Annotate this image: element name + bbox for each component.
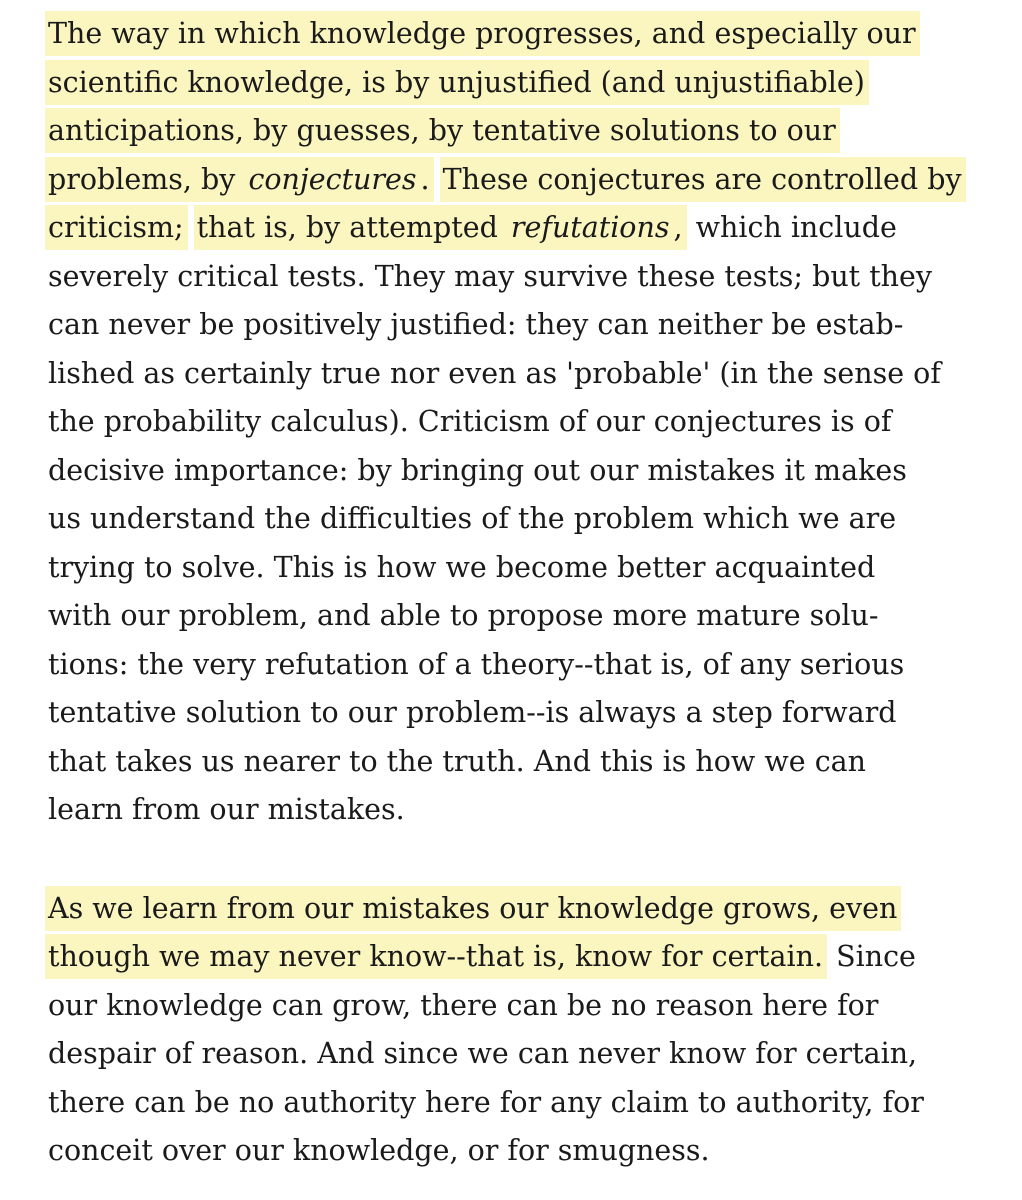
text-segment: despair of reason. And since we can never know for certain, <box>48 1037 918 1070</box>
highlighted-text: scientific knowledge, is by unjustified (and unjustifiable) <box>45 60 869 105</box>
text-line <box>48 495 988 544</box>
text-segment: trying to solve. This is how we become better acquainted <box>48 550 876 584</box>
highlighted-text: anticipations, by guesses, by tentative solutions to our <box>45 108 840 153</box>
text-line <box>48 885 988 934</box>
text-segment: with our problem, and able to propose more mature solu- <box>48 599 879 632</box>
highlighted-text: , <box>670 205 686 250</box>
text-line <box>48 447 988 496</box>
text-line <box>48 107 988 156</box>
text-line <box>48 982 988 1031</box>
text-segment: the probability calculus). Criticism of our conjectures is of <box>48 405 892 438</box>
text-segment: conceit over our knowledge, or for smugness. <box>48 1134 710 1167</box>
paragraph-gap <box>48 835 988 885</box>
text-line <box>48 350 988 399</box>
text-line <box>48 786 988 835</box>
book-excerpt <box>48 10 988 1176</box>
text-segment: severely critical tests. They may survive these tests; but they <box>48 259 932 293</box>
text-segment: can never be positively justified: they can neither be estab- <box>48 308 904 341</box>
text-line <box>48 204 988 253</box>
text-line <box>48 689 988 738</box>
highlighted-text: conjectures <box>245 157 420 202</box>
text-line <box>48 592 988 641</box>
text-line <box>48 738 988 787</box>
text-line <box>48 1079 988 1128</box>
text-segment: decisive importance: by bringing out our mistakes it makes <box>48 453 907 487</box>
text-line <box>48 398 988 447</box>
text-line <box>48 301 988 350</box>
highlighted-text: though we may never know--that is, know for certain. <box>45 934 827 979</box>
text-line <box>48 10 988 59</box>
highlighted-text: As we learn from our mistakes our knowledge grows, even <box>45 886 901 931</box>
highlighted-text: that is, by attempted <box>194 205 511 250</box>
text-segment: lished as certainly true nor even as 'probable' (in the sense of <box>48 356 941 390</box>
text-line <box>48 253 988 302</box>
text-segment: that takes us nearer to the truth. And this is how we can <box>48 744 867 778</box>
highlighted-text: refutations <box>508 205 674 250</box>
text-segment: which include <box>686 211 897 244</box>
text-segment: us understand the difficulties of the problem which we are <box>48 502 897 535</box>
text-line <box>48 1127 988 1176</box>
text-segment: our knowledge can grow, there can be no reason here for <box>48 988 879 1022</box>
highlighted-text: The way in which knowledge progresses, and especially our <box>45 11 920 56</box>
highlighted-text: criticism; <box>45 205 188 250</box>
text-segment: tentative solution to our problem--is always a step forward <box>48 696 897 729</box>
highlighted-text: problems, by <box>45 157 248 202</box>
text-segment: Since <box>827 940 916 973</box>
text-line <box>48 59 988 108</box>
highlighted-text: . <box>418 157 434 202</box>
paragraph <box>48 10 988 835</box>
text-line <box>48 933 988 982</box>
highlighted-text: These conjectures are controlled by <box>440 157 966 202</box>
text-line <box>48 1030 988 1079</box>
text-line <box>48 641 988 690</box>
text-line <box>48 156 988 205</box>
text-line <box>48 544 988 593</box>
text-segment: learn from our mistakes. <box>48 793 405 826</box>
text-segment: there can be no authority here for any claim to authority, for <box>48 1085 924 1119</box>
paragraph <box>48 885 988 1176</box>
text-segment: tions: the very refutation of a theory--that is, of any serious <box>48 647 905 681</box>
